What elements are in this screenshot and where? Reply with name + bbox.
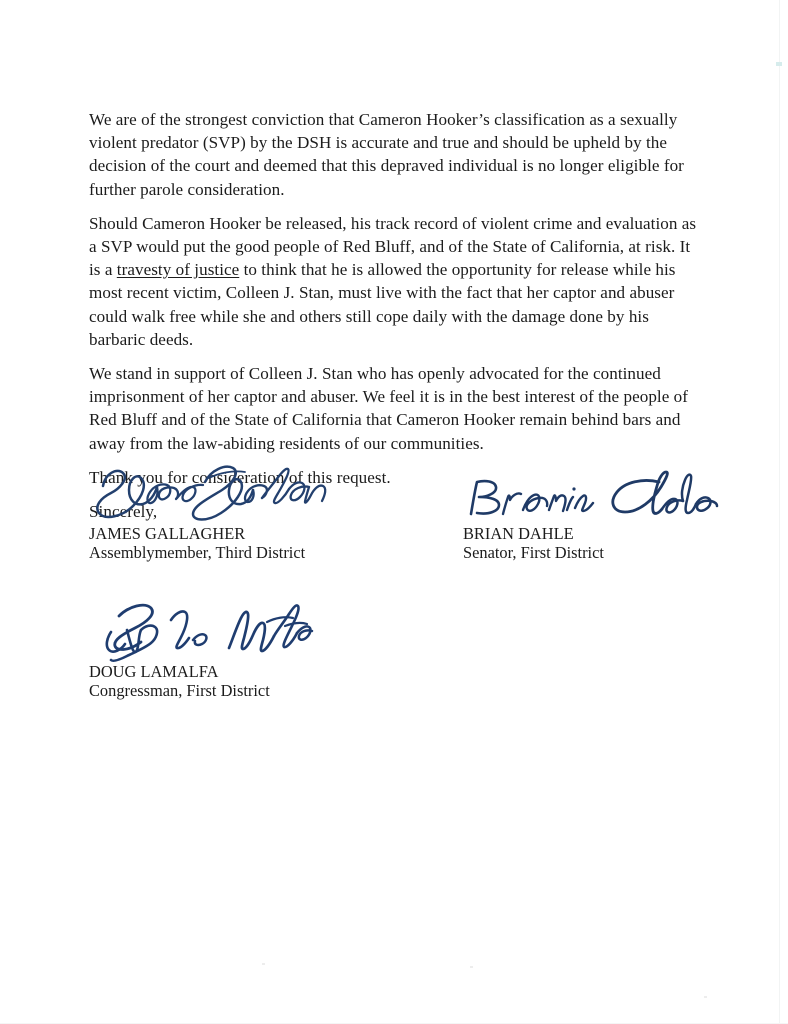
paragraph-support-statement	[89, 362, 701, 455]
signature-lamalfa-ink	[89, 600, 349, 662]
paragraph-release-risk	[89, 212, 701, 351]
paragraph-conviction-text: We are of the strongest conviction that Cameron Hooker’s classification as a sexually violent predator (SVP) by the DSH is accurate and true and should be upheld by the decision of the court and deemed that this depraved individual is no longer eligible for further parole consideration.	[89, 110, 684, 199]
scan-artifact-speck	[470, 966, 473, 968]
signatory-name: JAMES GALLAGHER	[89, 524, 246, 543]
paragraph-support-statement-text: We stand in support of Colleen J. Stan who has openly advocated for the continued imprisonment of her captor and abuser. We feel it is in the best interest of the people of Red Bluff and of the State of California that Cameron Hooker remain behind bars and away from the law-abiding residents of our communities.	[89, 364, 689, 453]
scan-artifact-vertical-line	[779, 0, 780, 1024]
signatory-name: DOUG LAMALFA	[89, 662, 219, 681]
signatory-title: Congressman, First District	[89, 681, 270, 700]
signature-gallagher-ink	[89, 462, 389, 524]
signature-block-brian-dahle	[463, 470, 723, 562]
paragraph-release-risk-text-after: to think that he is allowed the opportunity for release while his most recent victim, Colleen J. Stan, must live with the fact that her captor and abuser could walk free while she and others still cope daily with the damage done by his barbaric deeds.	[89, 260, 676, 349]
signature-dahle-ink	[463, 470, 723, 524]
paragraph-release-risk-text-before: Should Cameron Hooker be released, his track record of violent crime and evaluation as a SVP would put the good people of Red Bluff, and of the State of California, at risk. It is a	[89, 213, 697, 280]
signature-block-james-gallagher	[89, 462, 389, 562]
signatory-title: Senator, First District	[463, 543, 604, 562]
signatory-name: BRIAN DAHLE	[463, 524, 574, 543]
signature-block-doug-lamalfa	[89, 600, 349, 700]
emphasis-travesty-of-justice: travesty of justice	[116, 260, 240, 280]
paragraph-thank-you-text: Thank you for consideration of this request.	[89, 467, 391, 487]
closing-salutation-text: Sincerely,	[89, 502, 158, 522]
scan-artifact-color-speck	[776, 62, 782, 66]
scan-artifact-speck	[704, 996, 707, 998]
signatory-title: Assemblymember, Third District	[89, 543, 306, 562]
scan-artifact-speck	[262, 963, 265, 965]
paragraph-conviction	[89, 108, 701, 201]
